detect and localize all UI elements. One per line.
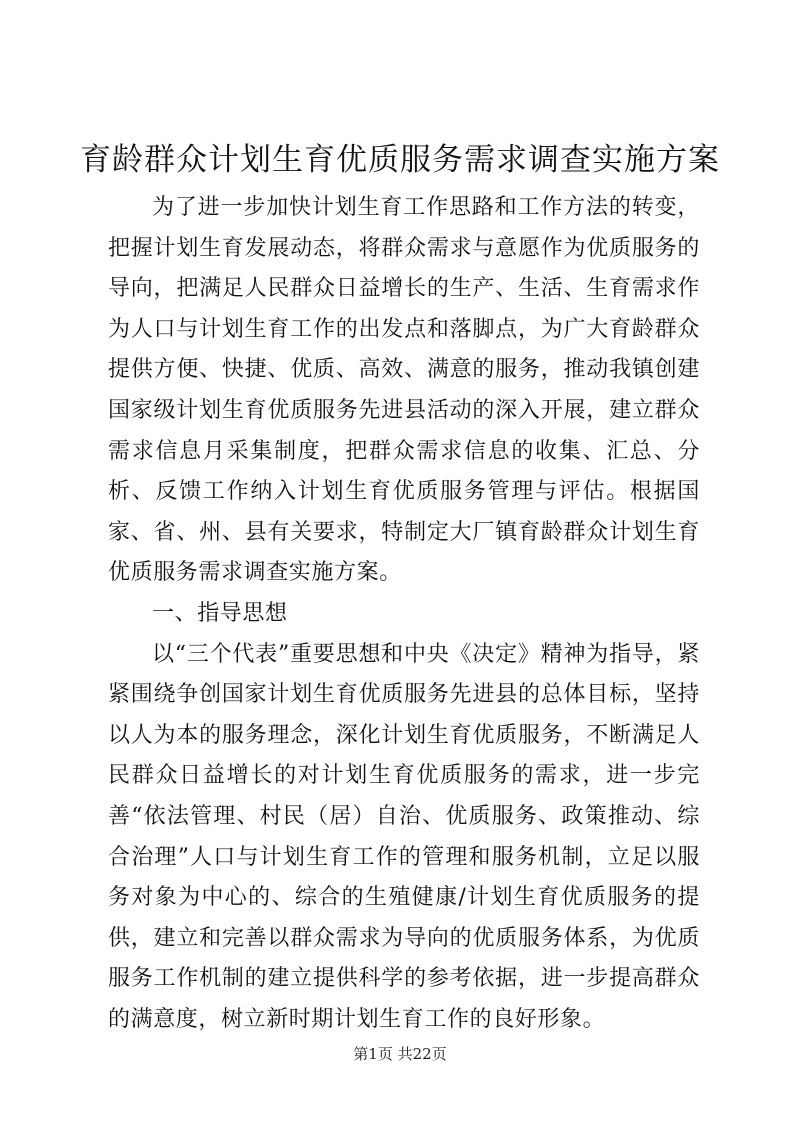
document-title: 育龄群众计划生育优质服务需求调查实施方案 [80, 142, 720, 178]
section-paragraph-guiding-thought: 以“三个代表”重要思想和中央《决定》精神为指导，紧紧围绕争创国家计划生育优质服务先进县的总体目标，坚持以人为本的服务理念，深化计划生育优质服务，不断满足人民群众日益增长的对计划生育优质服务的需求，进一步完善“依法管理、村民（居）自治、优质服务、政策推动、综合治理”人口与计划生育工作的管理和服务机制，立足以服务对象为中心的、综合的生殖健康/计划生育优质服务的提供，建立和完善以群众需求为导向的优质服务体系，为优质服务工作机制的建立提供科学的参考依据，进一步提高群众的满意度，树立新时期计划生育工作的良好形象。 [108, 641, 700, 1032]
intro-paragraph: 为了进一步加快计划生育工作思路和工作方法的转变，把握计划生育发展动态，将群众需求与意愿作为优质服务的导向，把满足人民群众日益增长的生产、生活、生育需求作为人口与计划生育工作的出发点和落脚点，为广大育龄群众提供方便、快捷、优质、高效、满意的服务，推动我镇创建国家级计划生育优质服务先进县活动的深入开展，建立群众需求信息月采集制度，把群众需求信息的收集、汇总、分析、反馈工作纳入计划生育优质服务管理与评估。根据国家、省、州、县有关要求，特制定大厂镇育龄群众计划生育优质服务需求调查实施方案。 [108, 195, 700, 586]
document-body [108, 188, 700, 1040]
section-heading-guiding-thought: 一、指导思想 [152, 600, 288, 626]
page-number-footer: 第1页 共22页 [353, 1045, 447, 1063]
